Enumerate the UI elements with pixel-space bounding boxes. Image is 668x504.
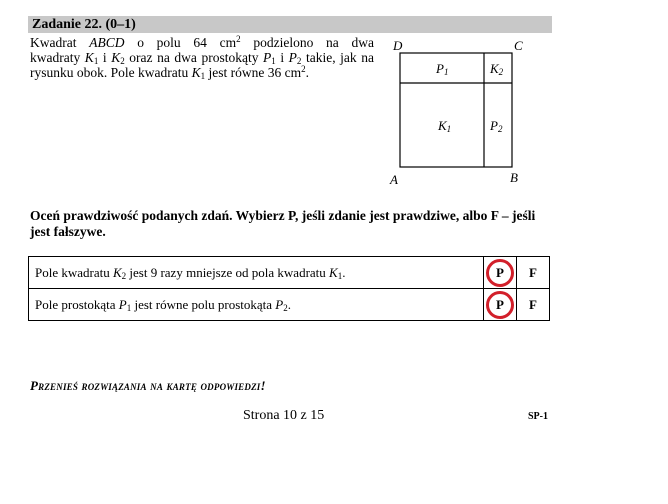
task-text-line: Kwadrat ABCD o polu 64 $cm^2$ podzielono na dwa [30, 34, 375, 50]
vertex-d: D [393, 38, 403, 53]
task-description [30, 35, 374, 80]
task-text-line: rysunku obok. Pole kwadratu $K_1$ jest równe 36 $cm^2$. [30, 64, 309, 81]
option-true-2[interactable] [484, 289, 517, 321]
vertex-a: A [390, 172, 398, 187]
selected-answer-circle: P [486, 259, 514, 287]
statement-row [29, 257, 550, 289]
vertex-c: C [514, 38, 523, 53]
page-number: Strona 10 z 15 [243, 408, 325, 423]
true-false-table [28, 256, 550, 321]
instruction-text: Oceń prawdziwość podanych zdań. Wybierz P, jeśli zdanie jest prawdziwe, albo F – jeśli jest fałszywe. [30, 208, 536, 239]
task-header [28, 16, 552, 33]
option-false-2[interactable]: F [517, 289, 550, 321]
task-title: Zadanie 22. (0–1) [32, 17, 136, 32]
statement-row [29, 289, 550, 321]
exam-code: SP-1 [528, 411, 548, 422]
region-p1-label: $P_1$ [436, 61, 449, 77]
transfer-answers-note: Przenieś rozwiązania na kartę odpowiedzi! [30, 378, 266, 393]
vertex-b: B [510, 170, 518, 185]
selected-answer-circle: P [486, 291, 514, 319]
region-k1-label: $K_1$ [438, 118, 452, 134]
region-p2-label: $P_2$ [490, 118, 503, 134]
task-text-line: kwadraty $K_1$ i $K_2$ oraz na dwa prostokąty $P_1$ i $P_2$ takie, jak na [30, 50, 374, 66]
region-k2-label: $K_2$ [490, 61, 504, 77]
option-true-1[interactable] [484, 257, 517, 289]
statement-text: Pole kwadratu $K_2$ jest 9 razy mniejsze od pola kwadratu $K_1$. [29, 257, 484, 289]
option-false-1[interactable]: F [517, 257, 550, 289]
statement-text: Pole prostokąta $P_1$ jest równe polu prostokąta $P_2$. [29, 289, 484, 321]
